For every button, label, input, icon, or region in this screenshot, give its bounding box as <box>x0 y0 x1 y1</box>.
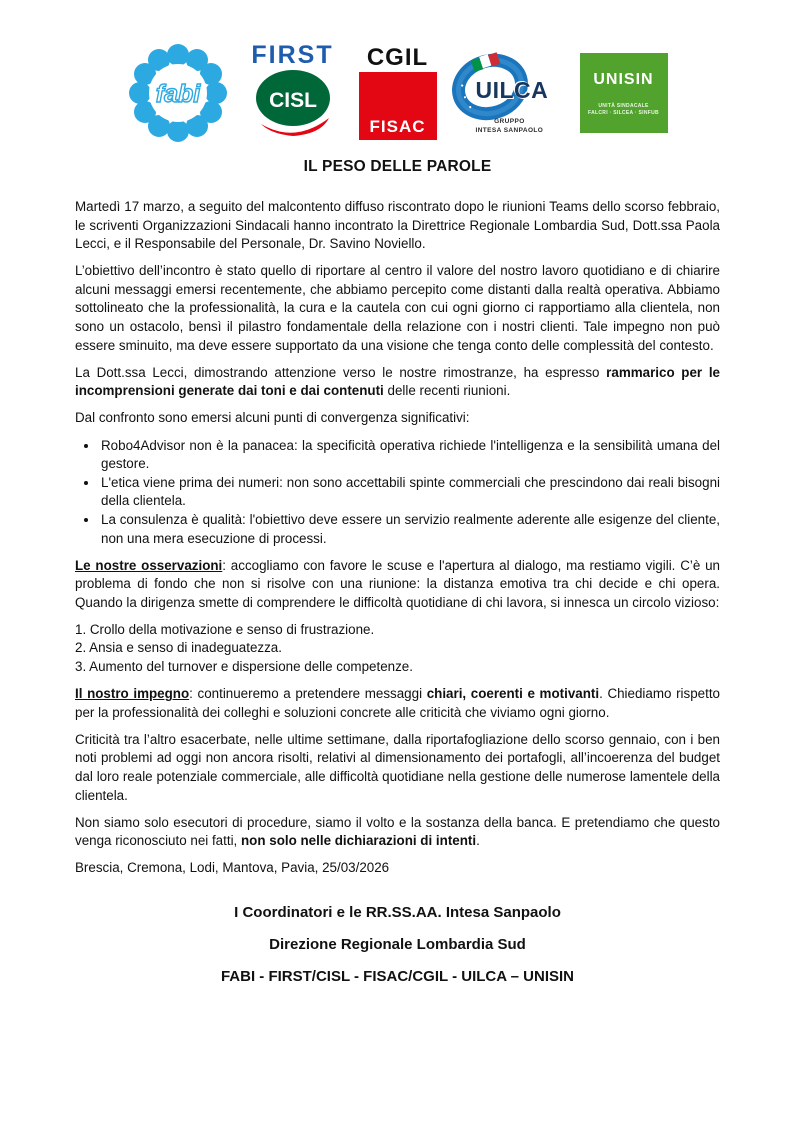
logo-strip <box>75 40 720 146</box>
first-cisl-logo <box>240 40 346 144</box>
paragraph-lecci-text: La Dott.ssa Lecci, dimostrando attenzione verso le nostre rimostranze, ha espresso <box>75 364 607 380</box>
observations-text: : accogliamo con favore le scuse e l'apertura al dialogo, ma restiamo vigili. C’è un problema di fondo che non si risolve con una riunione: la distanza emotiva tra chi decide e chi opera. Quando la dirigenza smette di comprendere le difficoltà quotidiane di chi lavora, si innesca un circolo vizioso: <box>75 557 720 610</box>
observations-heading: Le nostre osservazioni <box>75 557 223 573</box>
fisac-red-square-icon <box>359 72 437 140</box>
cgil-fisac-logo <box>358 46 438 140</box>
paragraph-lecci-end: delle recenti riunioni. <box>383 383 511 399</box>
uilca-subtitle-line2: INTESA SANPAOLO <box>475 126 544 134</box>
document-body <box>75 198 720 985</box>
fisac-logo-label: FISAC <box>369 117 426 136</box>
closing-end: . <box>476 833 480 849</box>
signature-line-coordinators: I Coordinatori e le RR.SS.AA. Intesa Sanpaolo <box>234 904 561 921</box>
unisin-subtitle-line2: FALCRI · SILCEA · SINFUB <box>588 110 659 116</box>
numbered-list <box>75 621 720 677</box>
uilca-logo <box>450 51 568 135</box>
uilca-subtitle-line1: GRUPPO <box>494 118 525 126</box>
uilca-logo-label: UILCA <box>475 77 549 103</box>
list-item: • L'etica viene prima dei numeri: non sono accettabili spinte commerciali che prescindono dai reali bisogni della clientela. <box>99 474 720 511</box>
numbered-item: 2. Ansia e senso di inadeguatezza. <box>75 640 282 656</box>
list-item: • La consulenza è qualità: l'obiettivo deve essere un servizio realmente aderente alle esigenze del cliente, non una mera esecuzione di processi. <box>99 511 720 548</box>
cgil-logo-label: CGIL <box>366 44 429 71</box>
date-line: Brescia, Cremona, Lodi, Mantova, Pavia, 25/03/2026 <box>75 860 390 876</box>
unisin-subtitle-line1: UNITÀ SINDACALE <box>598 102 649 109</box>
unisin-logo <box>580 53 668 133</box>
paragraph-observations <box>75 557 720 613</box>
cisl-badge-icon <box>245 68 341 144</box>
fabi-flower-icon <box>128 42 228 144</box>
page-title: IL PESO DELLE PAROLE <box>303 158 492 175</box>
list-item: • Robo4Advisor non è la panacea: la specificità operativa richiede l'intelligenza e la sensibilità umana del gestore. <box>99 437 720 474</box>
signature-block <box>75 904 720 985</box>
closing-bold: non solo nelle dichiarazioni di intenti <box>241 833 477 849</box>
commitment-heading: Il nostro impegno <box>75 686 190 702</box>
commitment-bold: chiari, coerenti e motivanti <box>426 686 600 702</box>
paragraph-lecci-bold: rammarico per le incomprensioni generate dai toni e dai contenuti <box>75 364 720 399</box>
numbered-item: 1. Crollo della motivazione e senso di frustrazione. <box>75 621 375 637</box>
paragraph-convergence-lead: Dal confronto sono emersi alcuni punti di convergenza significativi: <box>75 410 470 426</box>
fabi-logo <box>128 42 228 144</box>
commitment-text: : continueremo a pretendere messaggi <box>189 686 427 702</box>
unisin-subtitle <box>588 103 659 118</box>
fabi-logo-label: fabi <box>155 80 200 108</box>
paragraph-intro: Martedì 17 marzo, a seguito del malcontento diffuso riscontrato dopo le riunioni Teams dello scorso febbraio, le scriventi Organizzazioni Sindacali hanno incontrato la Direttrice Regionale Lombardia Sud, Dott.ssa Paola Lecci, e il Responsabile del Personale, Dr. Savino Noviello. <box>75 199 720 252</box>
unisin-logo-label: UNISIN <box>593 70 654 88</box>
paragraph-criticita: Criticità tra l’altro esacerbate, nelle ultime settimane, dalla riportafogliazione dello scorso gennaio, con i ben noti problemi ad oggi non ancora risolti, relativi al dimensionamento dei portafogli, all’incoerenza del budget dal loro reale potenziale commerciale, alle difficoltà quotidiane nella gestione delle numerose lamentele della clientela. <box>75 731 720 803</box>
signature-line-unions: FABI - FIRST/CISL - FISAC/CGIL - UILCA – UNISIN <box>220 968 575 985</box>
commitment-end: . Chiediamo rispetto per la professionalità dei colleghi e soluzioni concrete alle criticità che viviamo ogni giorno. <box>75 686 720 720</box>
paragraph-lecci <box>75 364 720 401</box>
numbered-item: 3. Aumento del turnover e dispersione delle competenze. <box>75 659 413 675</box>
convergence-list <box>75 437 720 549</box>
paragraph-closing <box>75 814 720 851</box>
uilca-subtitle <box>476 118 544 135</box>
signature-line-direction: Direzione Regionale Lombardia Sud <box>269 936 526 953</box>
first-logo-label: FIRST <box>251 40 334 69</box>
paragraph-objective: L’obiettivo dell’incontro è stato quello di riportare al centro il valore del nostro lavoro quotidiano e di chiarire alcuni messaggi emersi recentemente, che abbiamo percepito come distanti dalla realtà operativa. Abbiamo sottolineato che la professionalità, la cura e la cautela con cui ogni giorno ci rapportiamo alla clientela, non sono un ostacolo, bensì il pilastro fondamentale della relazione con i nostri clienti. Tale impegno non può essere sminuito, ma deve essere supportato da una visione che tenga conto delle complessità del contesto. <box>75 263 720 353</box>
paragraph-commitment <box>75 685 720 722</box>
cisl-logo-label: CISL <box>268 88 317 112</box>
closing-text: Non siamo solo esecutori di procedure, siamo il volto e la sostanza della banca. E pretendiamo che questo venga riconosciuto nei fatti, <box>75 814 720 849</box>
